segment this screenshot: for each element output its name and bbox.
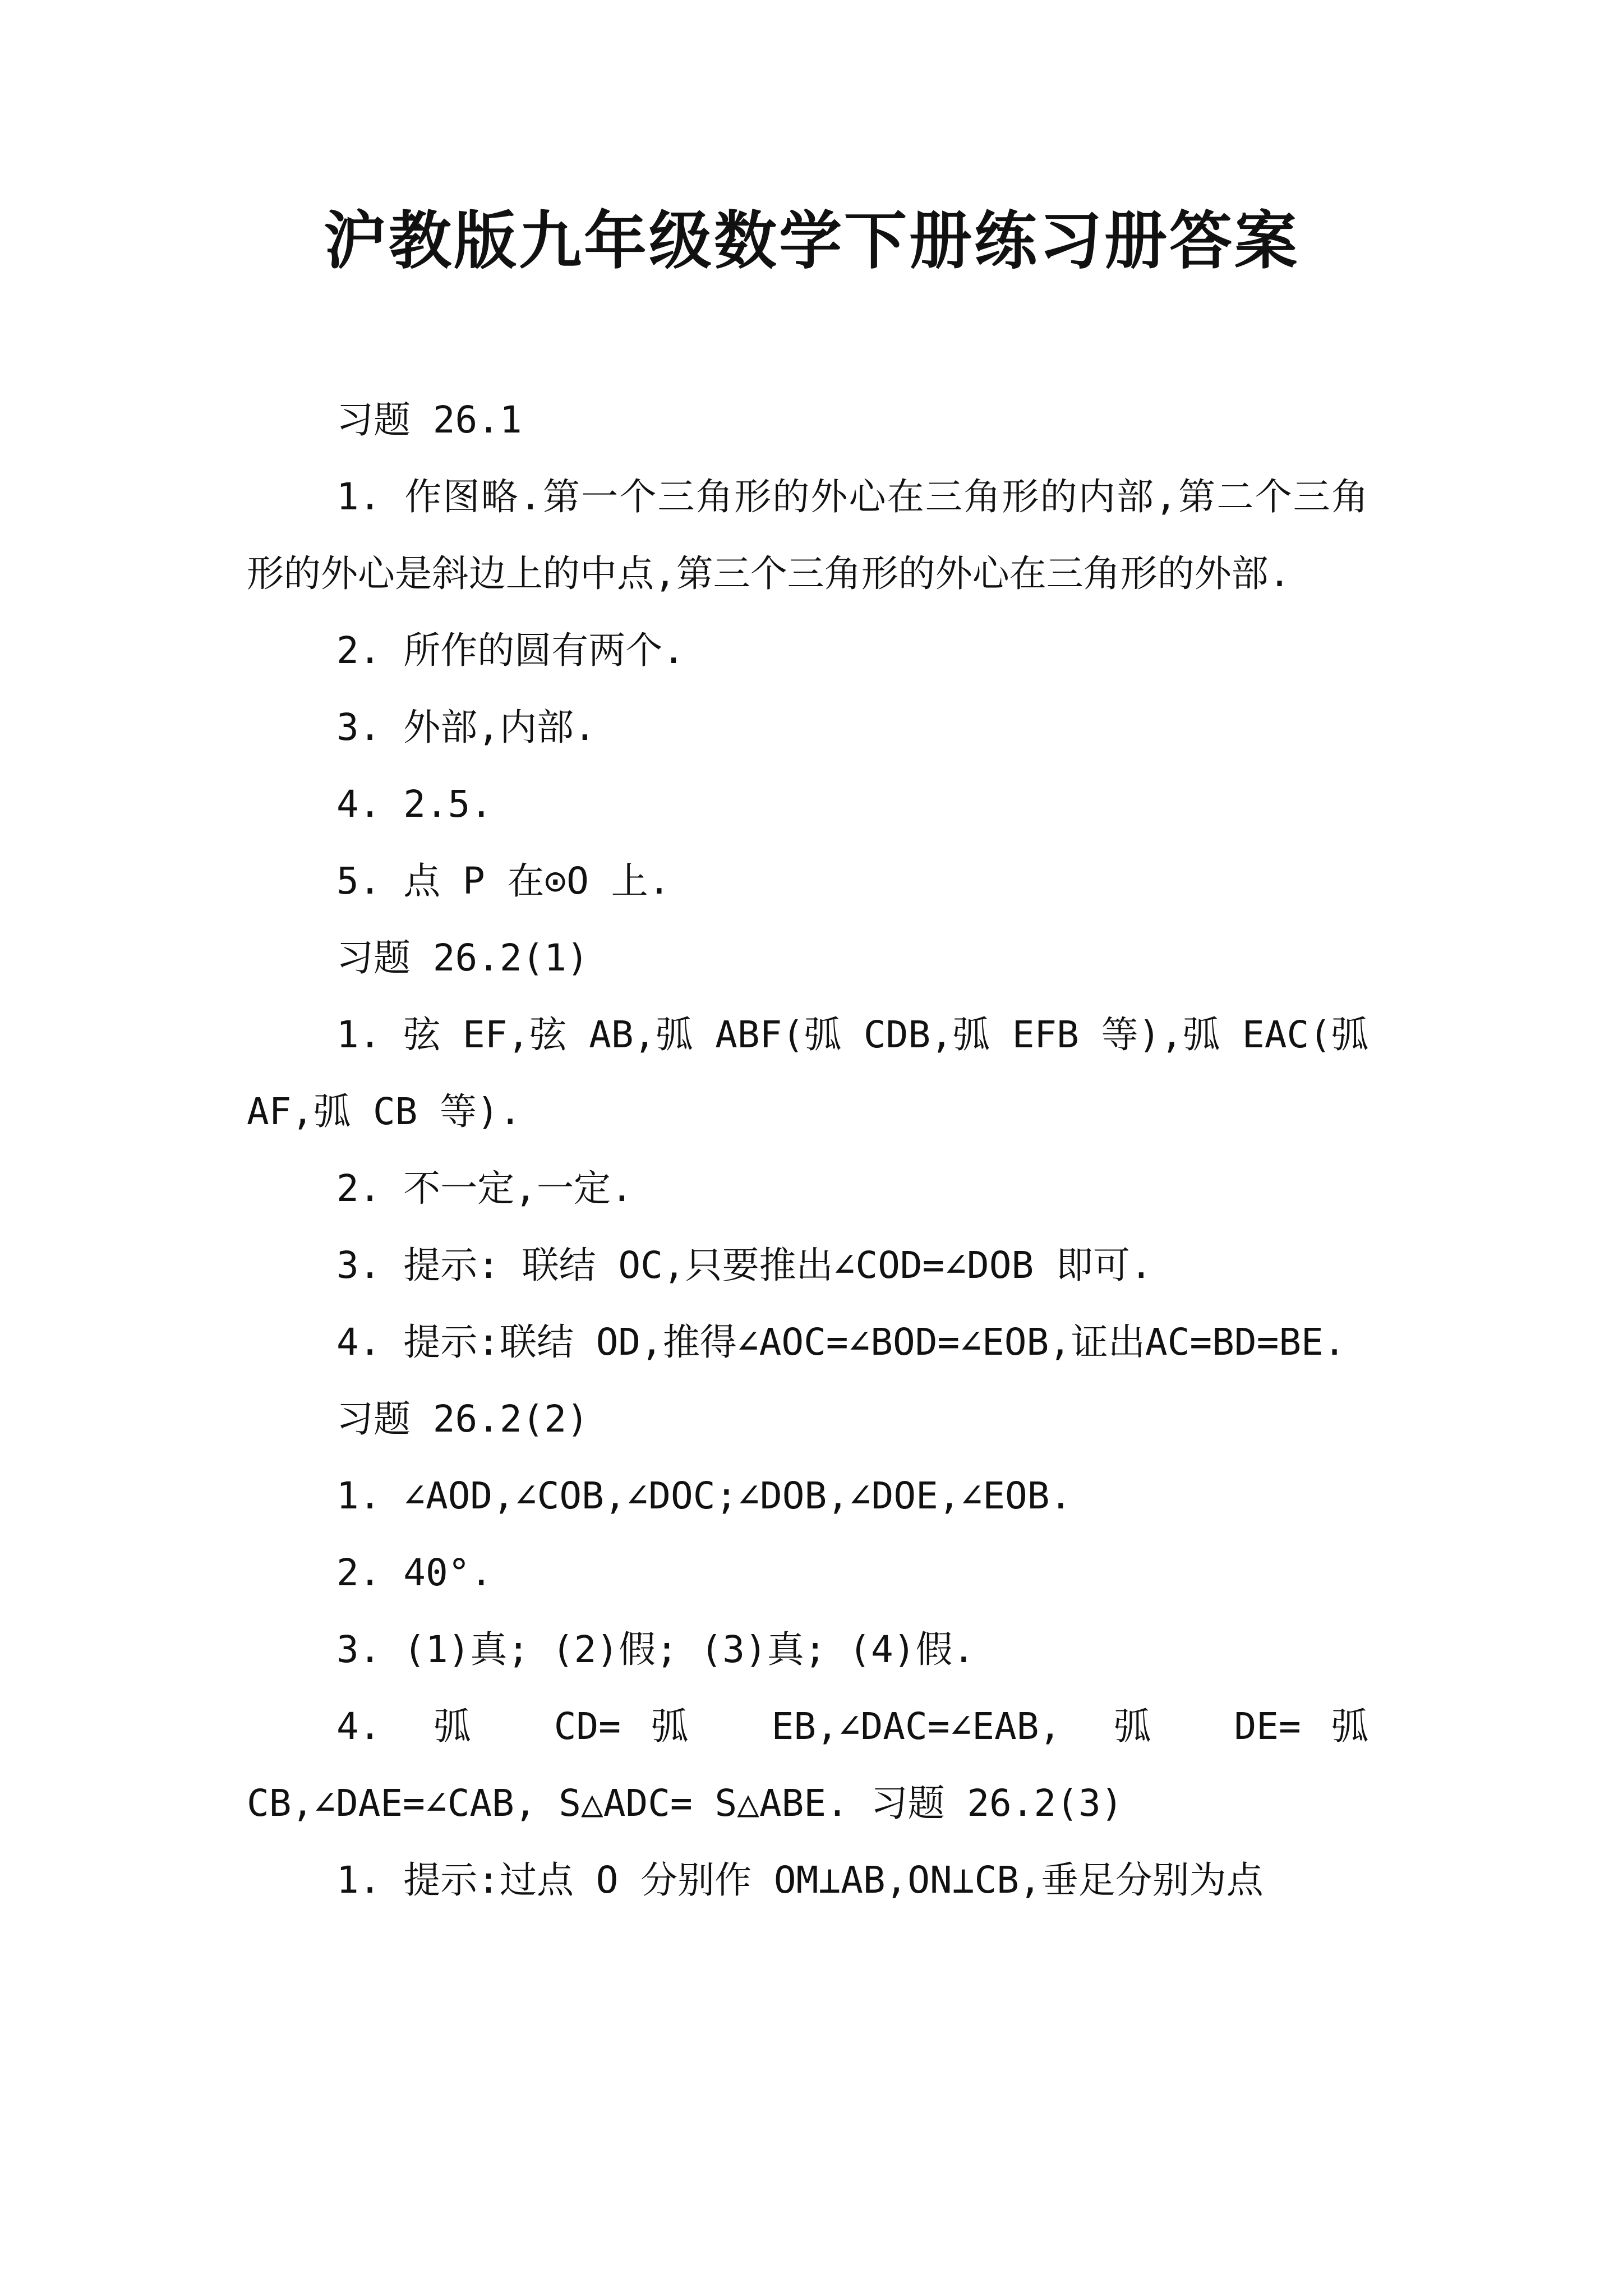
answer-paragraph: 2. 所作的圆有两个. — [336, 629, 685, 672]
document-body — [247, 381, 1368, 1918]
answer-paragraph: 3. 外部,内部. — [336, 706, 596, 749]
section-heading: 习题 26.2(1) — [336, 936, 589, 979]
answer-paragraph: 4. 弧 CD=弧 EB,∠DAC=∠EAB, 弧 DE=弧 CB,∠DAE=∠CAB, S△ADC= S△ABE. 习题 26.2(3) — [247, 1705, 1368, 1825]
answer-paragraph: 4. 2.5. — [336, 783, 493, 826]
section-heading: 习题 26.1 — [336, 398, 522, 441]
answer-paragraph: 3. (1)真; (2)假; (3)真; (4)假. — [336, 1628, 975, 1671]
document-title: 沪教版九年级数学下册练习册答案 — [324, 204, 1299, 278]
answer-paragraph: 2. 40°. — [336, 1551, 493, 1594]
answer-paragraph: 5. 点 P 在⊙O 上. — [336, 859, 671, 903]
answer-paragraph: 1. ∠AOD,∠COB,∠DOC;∠DOB,∠DOE,∠EOB. — [336, 1474, 1072, 1517]
section-heading: 习题 26.2(2) — [336, 1397, 589, 1441]
answer-paragraph: 2. 不一定,一定. — [336, 1167, 633, 1210]
answer-paragraph: 4. 提示:联结 OD,推得∠AOC=∠BOD=∠EOB,证出AC=BD=BE. — [336, 1320, 1346, 1364]
answer-paragraph: 1. 作图略.第一个三角形的外心在三角形的内部,第二个三角形的外心是斜边上的中点,第三个三角形的外心在三角形的外部. — [247, 475, 1368, 595]
answer-paragraph: 1. 提示:过点 O 分别作 OM⊥AB,ON⊥CB,垂足分别为点 — [336, 1858, 1264, 1902]
answer-paragraph: 3. 提示: 联结 OC,只要推出∠COD=∠DOB 即可. — [336, 1244, 1152, 1287]
answer-paragraph: 1. 弦 EF,弦 AB,弧 ABF(弧 CDB,弧 EFB 等),弧 EAC(弧AF,弧 CB 等). — [247, 1013, 1368, 1133]
